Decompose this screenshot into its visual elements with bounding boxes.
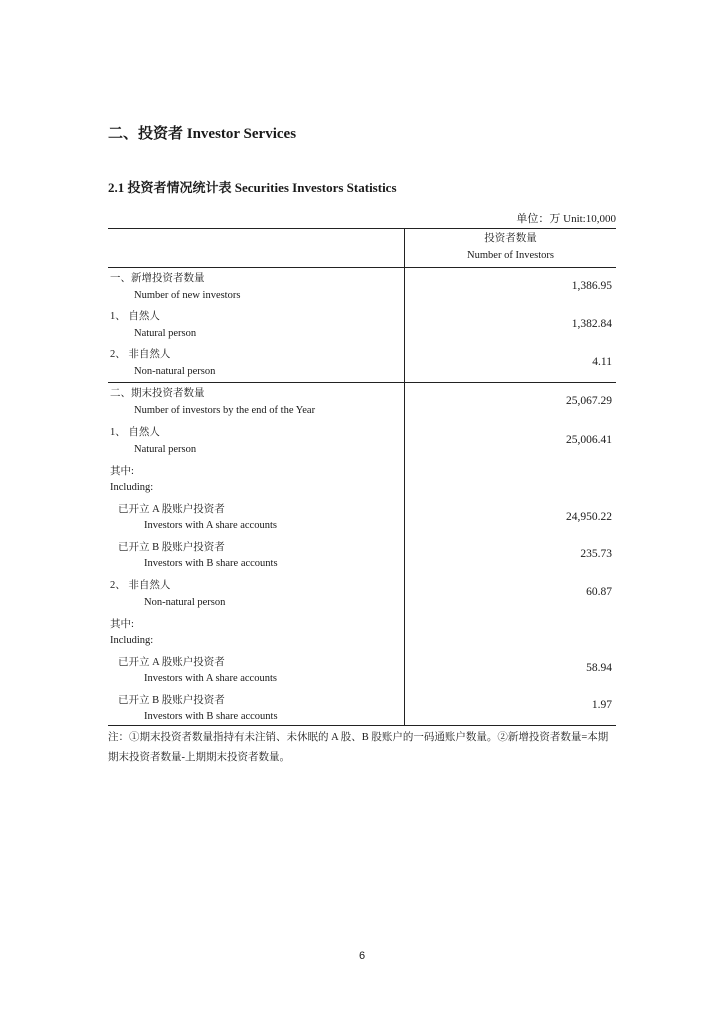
row-label-en: Investors with A share accounts bbox=[144, 673, 277, 684]
row-label-zh: 1、 自然人 bbox=[110, 427, 160, 438]
row-value: 24,950.22 bbox=[566, 511, 612, 523]
row-label-zh: 2、 非自然人 bbox=[110, 580, 171, 591]
row-label-zh: 已开立 B 股账户投资者 bbox=[118, 695, 225, 706]
row-label-en: Non-natural person bbox=[134, 366, 216, 377]
row-label-en: Investors with B share accounts bbox=[144, 558, 278, 569]
row-label-en: Number of new investors bbox=[134, 290, 241, 301]
column-header-en: Number of Investors bbox=[467, 250, 554, 261]
row-value: 25,067.29 bbox=[566, 395, 612, 407]
row-label-en: Natural person bbox=[134, 444, 197, 455]
including-label-en: Including: bbox=[110, 635, 154, 646]
row-value: 25,006.41 bbox=[566, 434, 612, 446]
including-label-zh: 其中: bbox=[110, 619, 134, 630]
investor-statistics-table bbox=[108, 228, 616, 726]
section-title: 二、投资者 Investor Services bbox=[108, 126, 297, 142]
row-label-en: Natural person bbox=[134, 328, 197, 339]
row-label-zh: 一、新增投资者数量 bbox=[110, 273, 205, 284]
row-value: 60.87 bbox=[586, 586, 612, 598]
row-value: 1,382.84 bbox=[571, 318, 612, 330]
table-top-border bbox=[108, 228, 616, 229]
table-bottom-border bbox=[108, 725, 616, 726]
row-value: 4.11 bbox=[592, 356, 612, 368]
row-label-zh: 2、 非自然人 bbox=[110, 349, 171, 360]
table-title: 2.1 投资者情况统计表 Securities Investors Statistics bbox=[108, 180, 397, 195]
row-label-en: Investors with A share accounts bbox=[144, 520, 277, 531]
row-label-zh: 已开立 B 股账户投资者 bbox=[118, 542, 225, 553]
row-label-en: Investors with B share accounts bbox=[144, 711, 278, 722]
row-value: 235.73 bbox=[580, 548, 612, 560]
row-label-zh: 已开立 A 股账户投资者 bbox=[118, 657, 225, 668]
table-note: 注：①期末投资者数量指持有未注销、未休眠的 A 股、B 股账户的一码通账户数量。②新增投资者数量=本期期末投资者数量-上期期末投资者数量。 bbox=[108, 732, 609, 763]
row-label-zh: 已开立 A 股账户投资者 bbox=[118, 504, 225, 515]
page-number: 6 bbox=[358, 950, 366, 962]
column-divider bbox=[404, 228, 405, 725]
including-label-en: Including: bbox=[110, 482, 154, 493]
row-label-zh: 1、 自然人 bbox=[110, 311, 160, 322]
including-label-zh: 其中: bbox=[110, 466, 134, 477]
row-label-zh: 二、期末投资者数量 bbox=[110, 388, 205, 399]
row-value: 58.94 bbox=[586, 662, 612, 674]
row-value: 1,386.95 bbox=[571, 280, 612, 292]
section-divider bbox=[108, 382, 616, 383]
column-header-zh: 投资者数量 bbox=[484, 233, 537, 244]
header-bottom-border bbox=[108, 267, 616, 268]
row-value: 1.97 bbox=[591, 699, 612, 711]
row-label-en: Number of investors by the end of the Year bbox=[134, 405, 316, 416]
row-label-en: Non-natural person bbox=[144, 597, 226, 608]
unit-label: 单位：万 Unit:10,000 bbox=[516, 213, 616, 225]
